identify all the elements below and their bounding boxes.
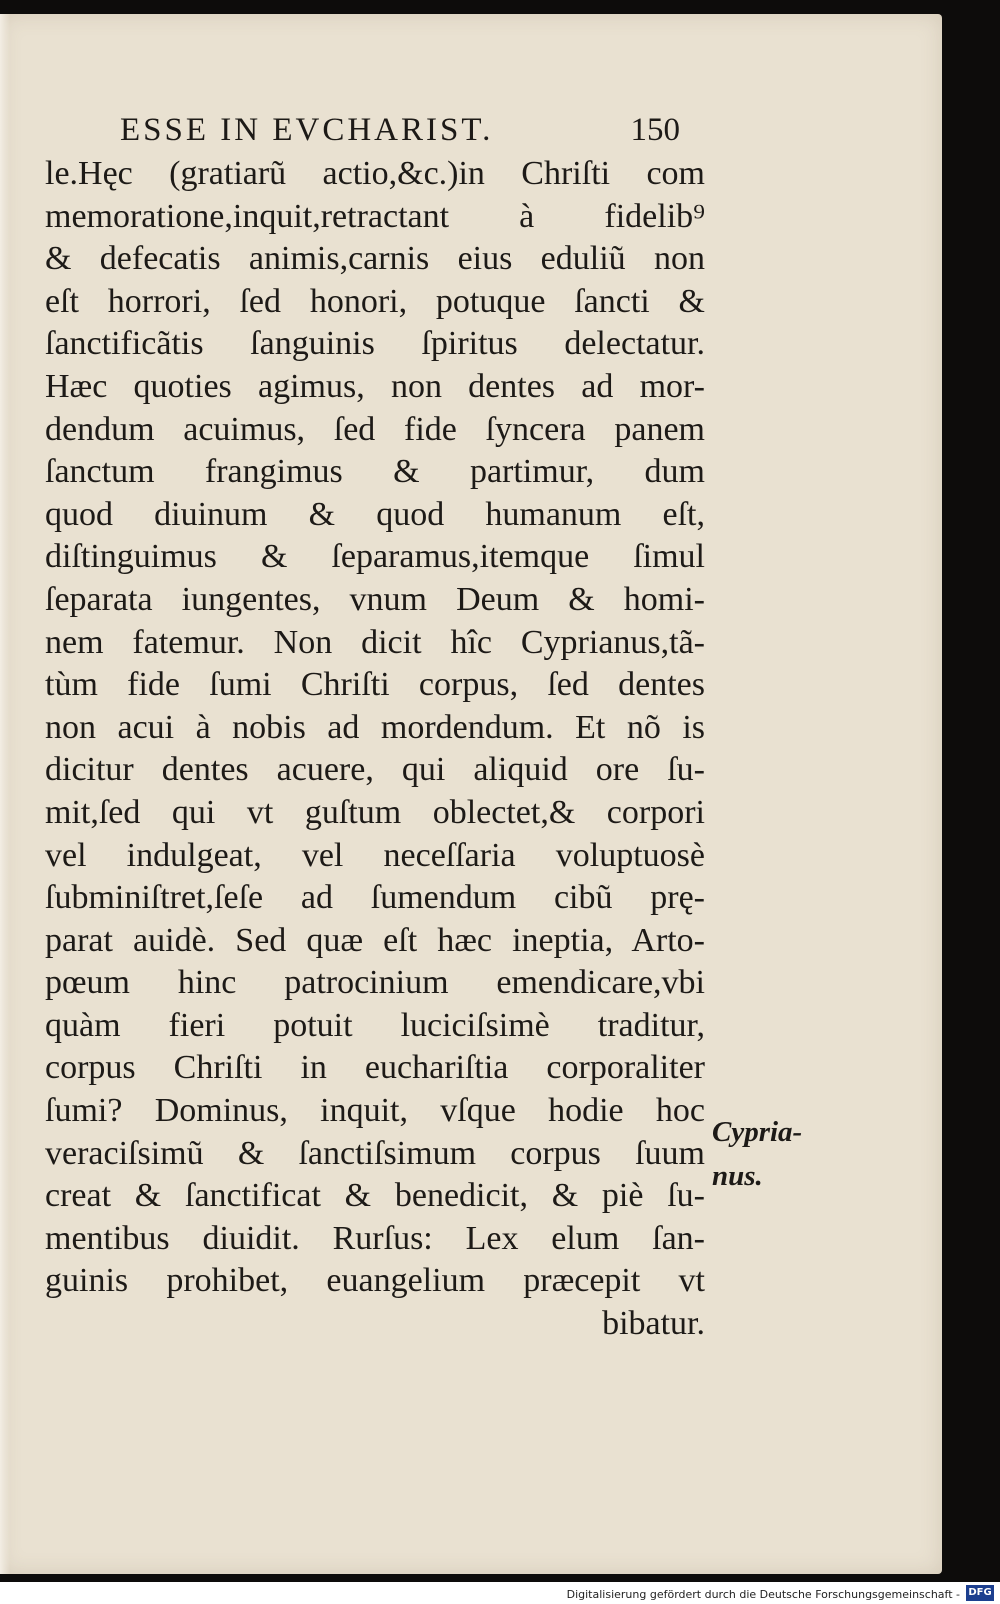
text-line: pœum hinc patrocinium emendicare,vbi [45,964,705,1002]
text-line-final: bibatur. [602,1305,705,1343]
marginal-note-line: Cypria- [712,1116,803,1148]
text-line: & defecatis animis,carnis eius eduliũ non [45,240,705,278]
text-line: memoratione,inquit,retractant à fidelib⁹ [45,197,705,235]
text-line: ſumi? Dominus, inquit, vſque hodie hoc [45,1092,705,1130]
text-line: guinis prohibet, euangelium præcepit vt [45,1262,705,1300]
text-line: quod diuinum & quod humanum eſt, [45,495,705,533]
text-line: creat & ſanctificat & benedicit, & piè ſu- [45,1177,705,1215]
body-text [45,153,705,1346]
text-line: parat auidè. Sed quæ eſt hæc ineptia, Arto- [45,921,705,959]
text-line: diſtinguimus & ſeparamus,itemque ſimul [45,538,705,576]
text-line: ſubminiſtret,ſeſe ad ſumendum cibũ prę- [45,879,705,917]
text-line: ſanctum frangimus & partimur, dum [45,453,705,491]
page-number: 150 [630,112,680,148]
text-line: ſanctificãtis ſanguinis ſpiritus delectatur. [45,325,705,363]
text-line: veraciſsimũ & ſanctiſsimum corpus ſuum [45,1134,705,1172]
text-line: vel indulgeat, vel neceſſaria voluptuosè [45,836,705,874]
text-line: Hæc quoties agimus, non dentes ad mor- [45,367,705,405]
dfg-logo: DFG [966,1585,994,1601]
text-line: mentibus diuidit. Rurſus: Lex elum ſan- [45,1219,705,1257]
text-line: mit,ſed qui vt guſtum oblectet,& corpori [45,793,705,831]
marginal-note-line: nus. [712,1160,763,1192]
digitization-footer [0,1582,1000,1604]
funding-credit: Digitalisierung gefördert durch die Deutsche Forschungsgemeinschaft - [566,1588,960,1601]
text-line: nem fatemur. Non dicit hîc Cyprianus,tã- [45,623,705,661]
text-line: dendum acuimus, ſed fide ſyncera panem [45,410,705,448]
text-line: non acui à nobis ad mordendum. Et nõ is [45,708,705,746]
text-line: le.Hęc (gratiarũ actio,&c.)in Chriſti com [45,155,705,192]
text-line: tùm fide ſumi Chriſti corpus, ſed dentes [45,666,705,704]
running-title: ESSE IN EVCHARIST. [120,112,494,148]
text-line: eſt horrori, ſed honori, potuque ſancti & [45,282,705,320]
text-line: corpus Chriſti in euchariſtia corporaliter [45,1049,705,1087]
running-head [120,112,680,158]
page-edge [0,14,10,1574]
marginal-note [712,1110,832,1198]
text-line: dicitur dentes acuere, qui aliquid ore ſu- [45,751,705,789]
text-line: quàm fieri potuit luciciſsimè traditur, [45,1006,705,1044]
text-line: ſeparata iungentes, vnum Deum & homi- [45,580,705,618]
